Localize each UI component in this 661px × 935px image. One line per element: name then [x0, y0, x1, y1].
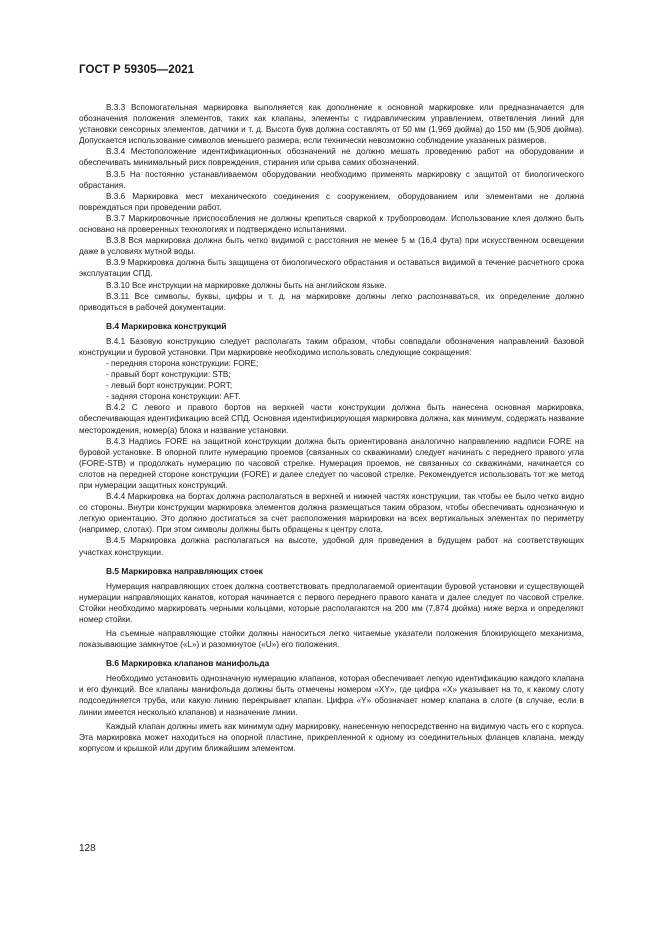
paragraph-b-4-1: В.4.1 Базовую конструкцию следует располагать таким образом, чтобы совпадали обозначения направлений базовой конструкции и буровой установки. При маркировке необходимо использовать следующие сокращения:	[79, 336, 584, 357]
page-number: 128	[79, 843, 96, 854]
paragraph-b-3-6: В.3.6 Маркировка мест механического соединения с сооружением, оборудованием или элементами не должна повреждаться при проведении работ.	[79, 191, 584, 212]
list-item: - левый борт конструкции: PORT;	[106, 381, 233, 391]
paragraph-b-3-10: В.3.10 Все инструкции на маркировке должны быть на английском языке.	[106, 280, 387, 290]
paragraph-b-3-3: В.3.3 Вспомогательная маркировка выполняется как дополнение к основной маркировке или предназначается для обозначения положения элементов, таких как клапаны, элементы с гидравлическим управлением, ответвления линий для установки сенсорных элементов, датчики и т. д. Высота букв должна составлять от 50 мм (1,969 дюйма) до 150 мм (5,906 дюйма). Допускается использование символов меньшего размера, если технически невозможно соблюдение указанных размеров.	[79, 103, 584, 146]
paragraph-b-4-2: В.4.2 С левого и правого бортов на верхней части конструкции должна быть нанесена основная маркировка, обеспечивающая идентификацию всей СПД. Основная идентифицирующая маркировка должна, как минимум, содержать название месторождения, номер(а) блока и название установки.	[79, 403, 584, 435]
paragraph-b-3-9: В.3.9 Маркировка должна быть защищена от биологического обрастания и оставаться видимой в течение расчетного срока эксплуатации СПД.	[79, 258, 584, 279]
page-body	[79, 102, 584, 754]
section-heading-b-4: В.4 Маркировка конструкций	[106, 320, 227, 331]
paragraph-b-6-1: Необходимо установить однозначную нумерацию клапанов, которая обеспечивает легкую идентификацию каждого клапана и его функций. Все клапаны манифольда должны быть отмечены номером «XY», где цифра «X» указывает на то, к какому слоту подсоединяется труба, или какую линию перекрывает клапан. Цифра «Y» обозначает номер клапана в слоте (в случае, если в линии имеется несколько клапанов) и назначение линии.	[79, 674, 584, 717]
paragraph-b-5-1: Нумерация направляющих стоек должна соответствовать предполагаемой ориентации буровой установки и существующей нумерации направляющих канатов, которая начинается с первого переднего правого каната и далее следует по часовой стрелке. Стойки необходимо маркировать черными кольцами, которые располагаются на 200 мм (7,874 дюйма) ниже верха и определяют номер стойки.	[79, 581, 584, 624]
section-heading-b-5: В.5 Маркировка направляющих стоек	[106, 565, 263, 576]
paragraph-b-4-5: В.4.5 Маркировка должна располагаться на высоте, удобной для проведения в будущем работ на соответствующих участках конструкции.	[79, 536, 584, 557]
abbreviation-list	[79, 358, 584, 402]
paragraph-b-3-4: В.3.4 Местоположение идентификационных обозначений не должно мешать проведению работ на оборудовании и обеспечивать минимальный риск повреждения, стирания или срыва самих обозначений.	[79, 147, 584, 168]
section-heading-b-6: В.6 Маркировка клапанов манифольда	[106, 658, 270, 669]
paragraph-b-5-2: На съемные направляющие стойки должны наноситься легко читаемые указатели положения блокирующего механизма, показывающие замкнутое («L») и разомкнутое («U») его положения.	[79, 629, 584, 650]
paragraph-b-4-4: В.4.4 Маркировка на бортах должна располагаться в верхней и нижней частях конструкции, так чтобы ее было четко видно со стороны. Внутри конструкции маркировка элементов должна размещаться таким образом, чтобы обеспечивать однозначную и легкую ориентацию. Это должно достигаться за счет расположения маркировки на всех вертикальных элементах по периметру (например, слотах). При этом символы должны быть обращены к центру слота.	[79, 492, 584, 535]
paragraph-b-3-8: В.3.8 Вся маркировка должна быть четко видимой с расстояния не менее 5 м (16,4 фута) при искусственном освещении даже в условиях мутной воды.	[79, 236, 584, 257]
paragraph-b-3-11: В.3.11 Все символы, буквы, цифры и т. д. на маркировке должны легко распознаваться, их определение должно приводиться в рабочей документации.	[79, 291, 584, 312]
paragraph-b-6-2: Каждый клапан должны иметь как минимум одну маркировку, нанесенную непосредственно на видимую часть его с корпуса. Эта маркировка может находиться на опорной пластине, прикрепленной к одному из соединительных фланцев клапана, между корпусом и крышкой или другим ближайшим элементом.	[79, 721, 584, 753]
document-header: ГОСТ Р 59305—2021	[79, 64, 195, 76]
list-item: - правый борт конструкции: STB;	[106, 370, 231, 380]
list-item: - передняя сторона конструкции: FORE;	[106, 358, 259, 368]
list-item: - задняя сторона конструкции: AFT.	[106, 392, 241, 402]
paragraph-b-3-5: В.3.5 На постоянно устанавливаемом оборудовании необходимо применять маркировку с защитой от биологического обрастания.	[79, 169, 584, 190]
paragraph-b-3-7: В.3.7 Маркировочные приспособления не должны крепиться сваркой к трубопроводам. Использование клея должно быть основано на проверенных технологиях и подтверждено испытаниями.	[79, 213, 584, 235]
paragraph-b-4-3: В.4.3 Надпись FORE на защитной конструкции должна быть ориентирована аналогично направлению надписи FORE на буровой установке. В опорной плите нумерацию проемов (связанных со скважинами) следует начинать с переднего правого угла (FORE-STB) и продолжать нумерацию по часовой стрелке. Нумерация проемов, не связанных со скважинами, начинается со слотов на передней стороне конструкции (FORE) и далее следует по часовой стрелке. Рекомендуется использовать тот же метод при нумерации защитных конструкций.	[79, 436, 584, 490]
